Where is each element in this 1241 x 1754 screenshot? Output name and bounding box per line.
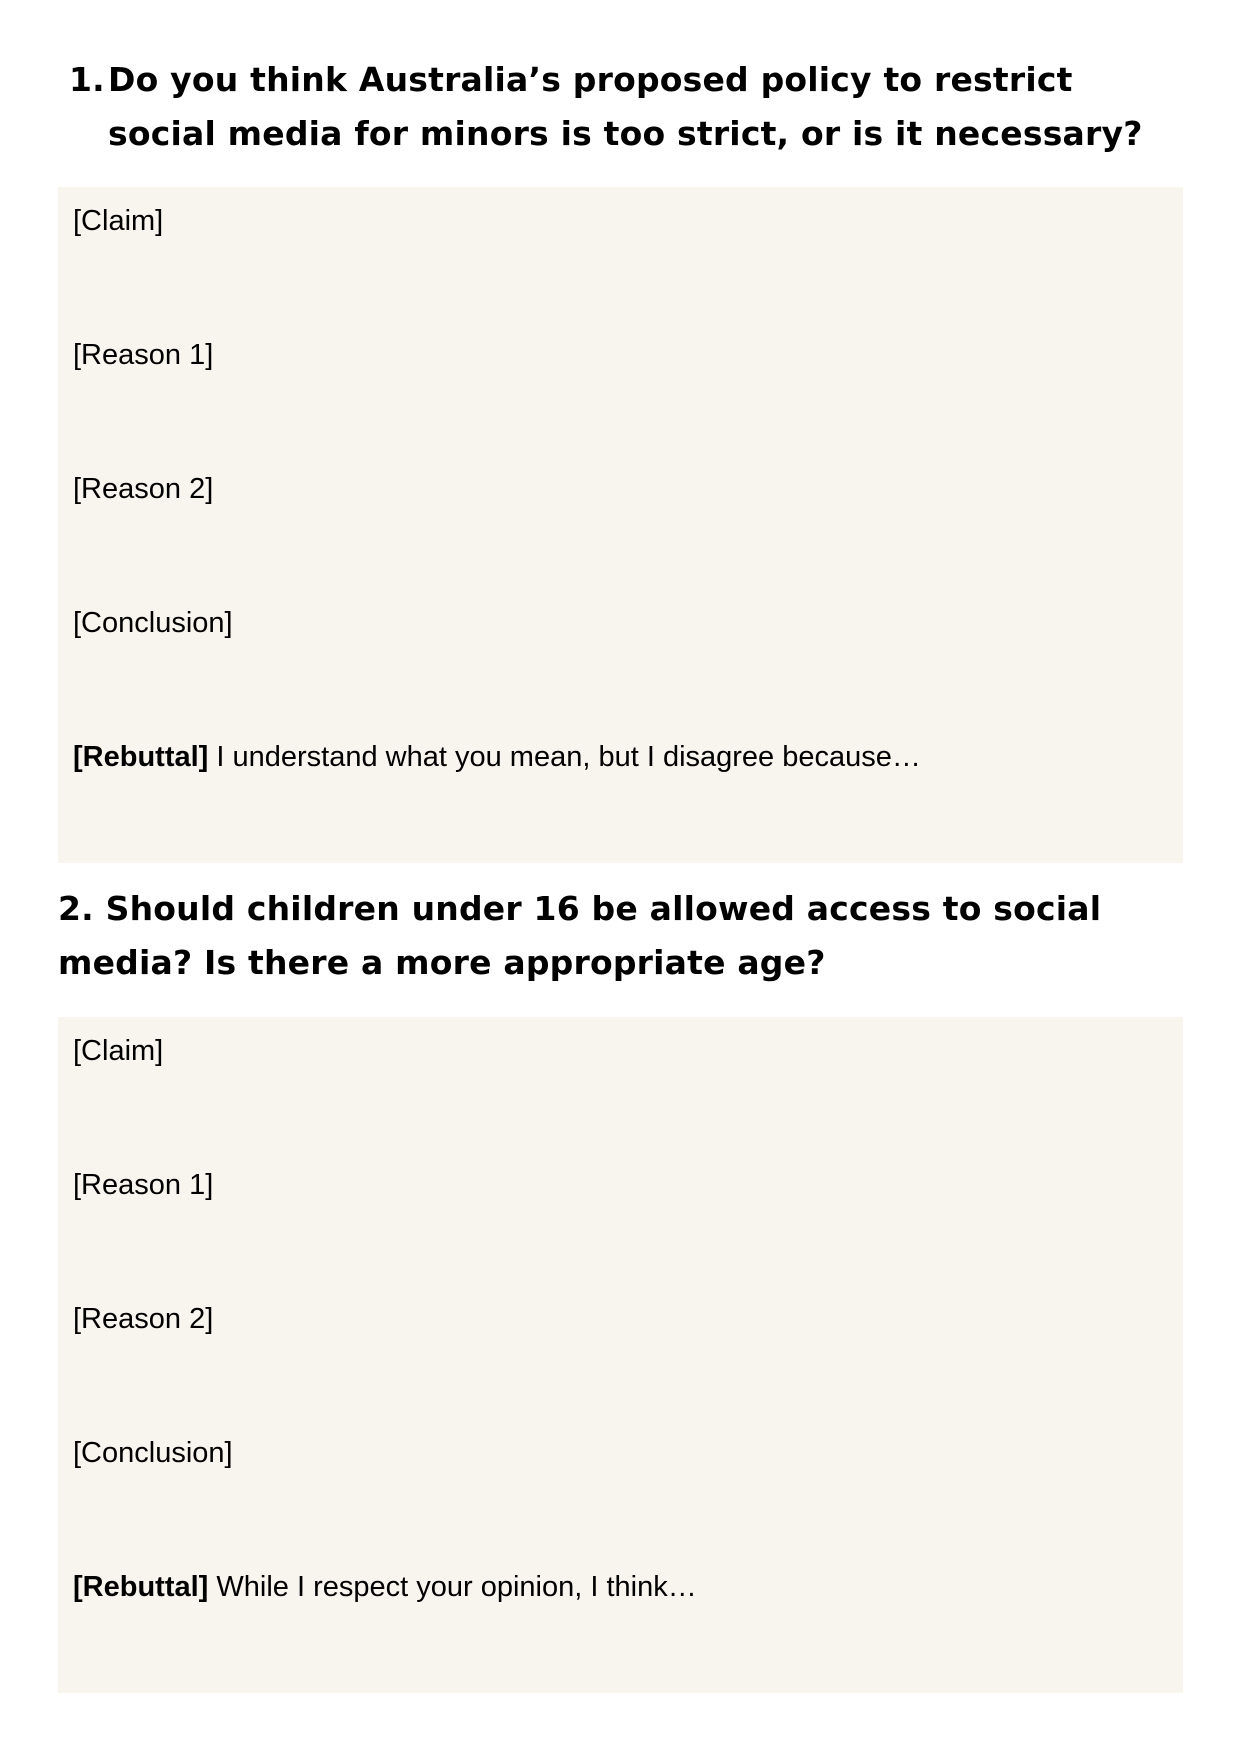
rebuttal-label: [Rebuttal] [73,741,209,773]
reason-1-prompt: [Reason 1] [73,1169,214,1201]
rebuttal-text: While I respect your opinion, I think… [208,1571,697,1603]
question-2-heading [58,882,1208,990]
answer-box-2[interactable] [58,1017,1183,1693]
claim-prompt: [Claim] [73,1035,164,1067]
rebuttal-prompt [73,740,921,774]
answer-box-1[interactable] [58,187,1183,863]
conclusion-prompt: [Conclusion] [73,607,233,639]
reason-2-prompt: [Reason 2] [73,473,214,505]
question-text: Should children under 16 be allowed access to social media? Is there a more appropriate age? [58,889,1102,982]
question-1-heading [69,53,1189,161]
question-number: 1. [69,60,105,99]
question-number: 2. [58,889,94,928]
reason-2-prompt: [Reason 2] [73,1303,214,1335]
claim-prompt: [Claim] [73,205,164,237]
rebuttal-label: [Rebuttal] [73,1571,209,1603]
conclusion-prompt: [Conclusion] [73,1437,233,1469]
rebuttal-text: I understand what you mean, but I disagree because… [208,741,921,773]
reason-1-prompt: [Reason 1] [73,339,214,371]
question-text: Do you think Australia’s proposed policy to restrict social media for minors is too strict, or is it necessary? [108,60,1143,153]
rebuttal-prompt [73,1570,697,1604]
